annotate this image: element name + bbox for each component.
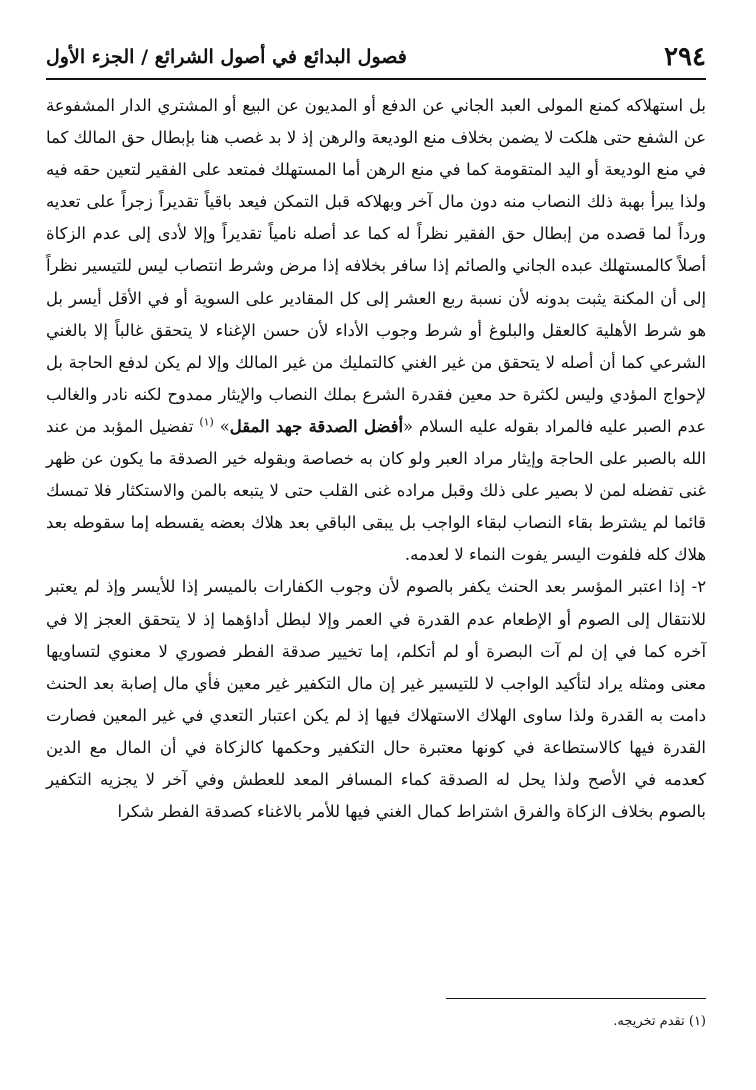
paragraph-1-text: بل استهلاكه كمنع المولى العبد الجاني عن الدفع أو المديون عن البيع أو المشتري الدار المشفوعة عن الشفع حتى هلكت لا يضمن بخلاف منع الوديعة والرهن إذ لا بد غصب هنا بإبطال حق المالك كما في منع الوديعة أو اليد المتقومة كما في منع الرهن أما المستهلك فمتعد على الفقير لتعين حقه فيه ولذا يبرأ بهبة ذلك النصاب منه دون مال آخر وبهلاكه قبل التمكن فيعد باقياً تقديراً زجراً على تعديه ورداً لما قصده من إبطال حق الفقير نظراً له كما عد أصله نامياً تقديراً وإلا لأدى إلى عدم الزكاة أصلاً كالمستهلك عبده الجاني والصائم إذا سافر بخلافه إذا مرض وشرط انتصاب ليس للتيسير نظراً إلى أن المكنة يثبت بدونه لأن نسبة ربع العشر إلى كل المقادير على السوية أو في الأقل أيسر بل هو شرط الأهلية كالعقل والبلوغ أو شرط وجوب الأداء لأن حسن الإغناء لا يتحقق غالباً إلا بالغني الشرعي كما أن أصله لا يتحقق من غير الغني كالتمليك من غير المالك وإلا لم يكن لدفع الحاجة بل لإحواج المؤدي وليس لكثرة حد معين فقدرة الشرع بملك النصاب والإيثار ممدوح لكنه نادر والغالب عدم الصبر عليه فالمراد بقوله عليه السلام « <box>46 96 706 436</box>
footnote-divider <box>446 998 706 999</box>
page-header <box>46 40 706 76</box>
page-number: ٢٩٤ <box>664 42 706 72</box>
paragraph-2: ٢- إذا اعتبر المؤسر بعد الحنث يكفر بالصوم لأن وجوب الكفارات بالميسر إذا للأيسر وإذ لم يعتبر للانتقال إلى الصوم أو الإطعام عدم القدرة في العمر وإلا لبطل أداؤهما إذ لا يتحقق العجز إلا في آخره كما في إن لم آت البصرة أو لم أتكلم، إما تخيير صدقة الفطر فصوري لا معنوي لتساويها معنى ومثله يراد لتأكيد الواجب لا للتيسير غير إن مال التكفير غير معين فأي مال إصابة بعد الحنث دامت به القدرة ولذا ساوى الهلاك الاستهلاك فيها إذ لم يكن اعتبار التعدي في غير المعين فصارت القدرة فيها كالاستطاعة في كونها معتبرة حال التكفير وحكمها كالزكاة في أن المال مع الدين كعدمه في الأصح ولذا يحل له الصدقة كماء المسافر المعد للعطش وفي آخر لا يجزيه التكفير بالصوم بخلاف الزكاة والفرق اشتراط كمال الغني فيها للأمر بالاغناء كصدقة الفطر شكرا <box>46 577 706 822</box>
quote-close: » <box>219 416 230 436</box>
footnote-reference[interactable]: (١) <box>199 415 214 429</box>
paragraph-1 <box>46 90 706 571</box>
hadith-quote: أفضل الصدقة جهد المقل <box>229 416 404 436</box>
header-divider <box>46 78 706 80</box>
running-title: فصول البدائع في أصول الشرائع / الجزء الأول <box>46 46 407 68</box>
footnote: (١) تقدم تخريجه. <box>613 1014 706 1029</box>
main-text <box>46 90 706 828</box>
paragraph-1-continued: تفضيل المؤبد من عند الله بالصبر على الحاجة وإيثار مراد العبر ولو كان به خصاصة وبقوله خير الصدقة ما يكون عن ظهر غنى تفضله لمن لا بصير على ذلك وقبل مراده غنى القلب حتى لا يتبعه بالمن والاستكثار فلا تمسك قائما لم يشترط بقاء النصاب لبقاء الواجب بل يبقى الباقي بعد هلاك بعضه يقسطه إما سقوطه بعد هلاك كله فلفوت اليسر يفوت النماء لا لعدمه. <box>46 416 706 565</box>
